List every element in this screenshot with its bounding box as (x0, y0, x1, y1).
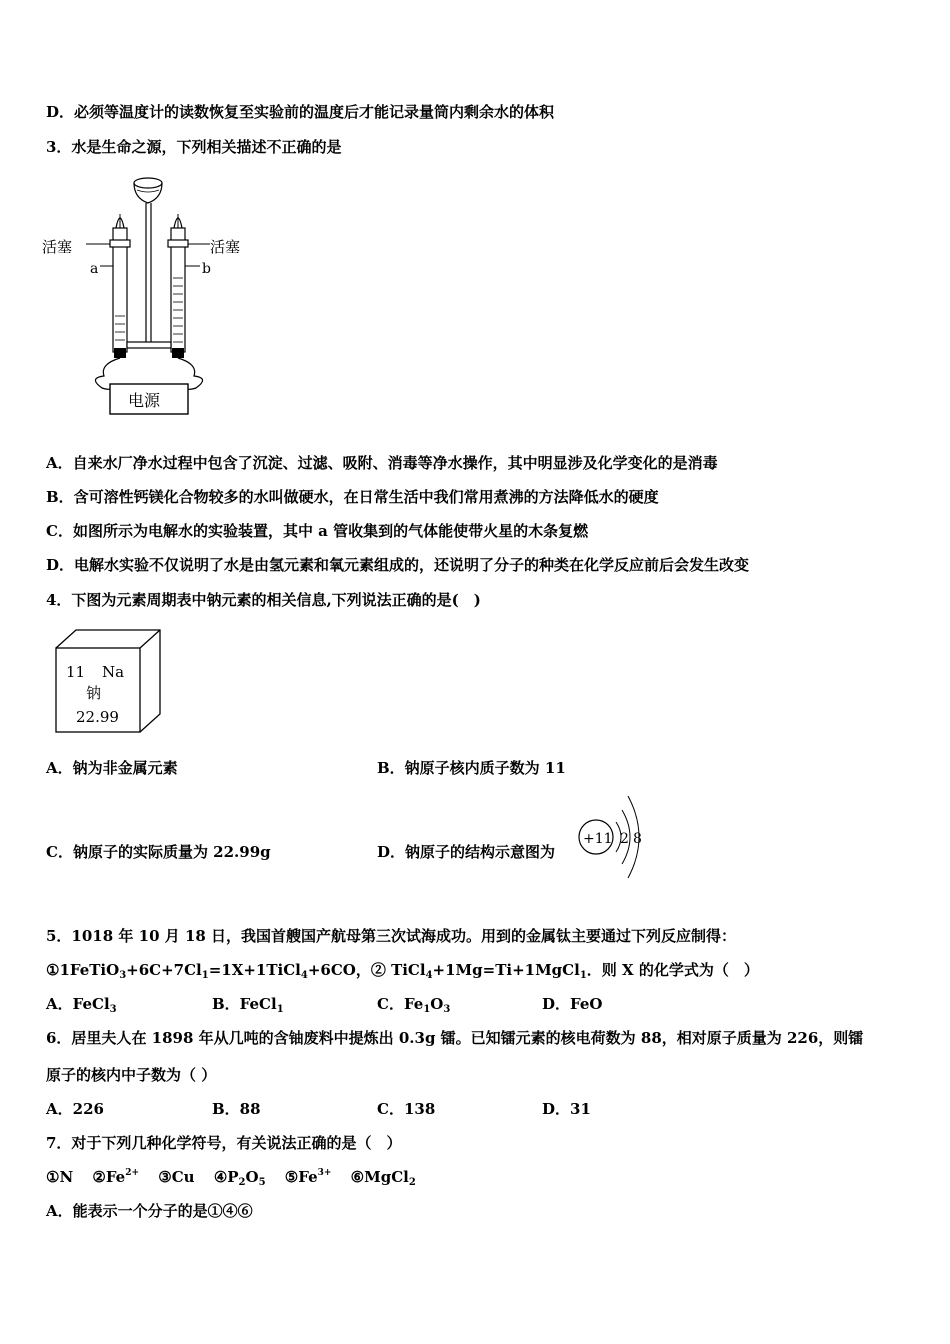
eq-part: +6CO，② TiCl (307, 961, 426, 979)
eq-sub: 1 (201, 970, 209, 981)
symbol-sub: 5 (258, 1177, 266, 1188)
q3-option-b: B．含可溶性钙镁化合物较多的水叫做硬水，在日常生活中我们常用煮沸的方法降低水的硬度 (46, 488, 659, 506)
symbol-text: ⑤Fe (284, 1168, 318, 1186)
symbol-text: O (245, 1168, 259, 1186)
q6-stem-line2: 原子的核内中子数为（ ） (46, 1066, 217, 1084)
symbol-p2o5 (214, 1168, 266, 1186)
eq-sub: 3 (119, 970, 127, 981)
eq-sub: 4 (300, 970, 308, 981)
option-sub: 3 (443, 1004, 451, 1015)
atomic-number: 11 (66, 663, 86, 681)
q2-option-d: D．必须等温度计的读数恢复至实验前的温度后才能记录量筒内剩余水的体积 (46, 103, 555, 121)
q5-option-c (377, 994, 450, 1014)
q5-equation (46, 960, 759, 980)
element-symbol: Na (102, 663, 125, 681)
shell-2-electrons: 8 (633, 831, 642, 847)
option-text: O (430, 995, 444, 1013)
symbol-text: ⑥MgCl (350, 1168, 409, 1186)
power-label: 电源 (128, 391, 161, 410)
q6-option-c: C．138 (377, 1100, 436, 1118)
q7-symbols (46, 1167, 416, 1187)
option-sub: 1 (423, 1004, 431, 1015)
q4-option-d: D．钠原子的结构示意图为 (377, 843, 556, 861)
eq-sub: 1 (579, 970, 587, 981)
sodium-atom-structure-diagram (576, 792, 648, 880)
symbol-n: ①N (46, 1168, 74, 1186)
symbol-sub: 2 (408, 1177, 416, 1188)
q5-stem: 5．1018 年 10 月 18 日，我国首艘国产航母第三次试海成功。用到的金属钛主要通过下列反应制得： (46, 927, 737, 945)
tube-b-label: b (202, 261, 211, 277)
shell-1-electrons: 2 (620, 831, 629, 847)
q3-option-c: C．如图所示为电解水的实验装置，其中 a 管收集到的气体能使带火星的木条复燃 (46, 522, 589, 540)
eq-sub: 4 (425, 970, 433, 981)
q7-option-a: A．能表示一个分子的是①④⑥ (46, 1202, 253, 1220)
q5-option-d: D．FeO (542, 995, 603, 1013)
q7-stem: 7．对于下列几种化学符号，有关说法正确的是（ ） (46, 1134, 402, 1152)
q5-option-a (46, 994, 117, 1014)
electrolysis-apparatus-figure (40, 166, 270, 418)
element-name: 钠 (86, 684, 102, 702)
q4-stem: 4．下图为元素周期表中钠元素的相关信息,下列说法正确的是( ) (46, 591, 481, 609)
nucleus-charge: +11 (583, 831, 613, 847)
symbol-fe2 (92, 1168, 139, 1186)
sodium-element-card (52, 628, 164, 736)
option-sub: 3 (109, 1004, 117, 1015)
eq-part: =1X+1TiCl (208, 961, 301, 979)
eq-part: ．则 X 的化学式为（ ） (586, 961, 759, 979)
q3-option-d: D．电解水实验不仅说明了水是由氢元素和氧元素组成的，还说明了分子的种类在化学反应前后会发生改变 (46, 556, 750, 574)
symbol-charge: 3+ (317, 1168, 332, 1178)
q6-option-d: D．31 (542, 1100, 591, 1118)
symbol-cu: ③Cu (158, 1168, 195, 1186)
q6-option-b: B．88 (212, 1100, 261, 1118)
symbol-charge: 2+ (125, 1168, 140, 1178)
q3-stem: 3．水是生命之源，下列相关描述不正确的是 (46, 138, 342, 156)
tube-a-label: a (90, 261, 99, 277)
q4-option-b: B．钠原子核内质子数为 11 (377, 759, 566, 777)
q3-option-a: A．自来水厂净水过程中包含了沉淀、过滤、吸附、消毒等净水操作，其中明显涉及化学变化的是消毒 (46, 454, 718, 472)
eq-part: +6C+7Cl (126, 961, 202, 979)
eq-part: +1Mg=Ti+1MgCl (432, 961, 580, 979)
symbol-sub: 2 (238, 1177, 246, 1188)
option-text: C．Fe (377, 995, 424, 1013)
q6-option-a: A．226 (46, 1100, 104, 1118)
option-text: A．FeCl (46, 995, 110, 1013)
right-stopcock-label: 活塞 (210, 238, 241, 256)
symbol-fe3 (285, 1168, 332, 1186)
symbol-mgcl2 (351, 1168, 416, 1186)
option-text: B．FeCl (212, 995, 277, 1013)
q6-stem-line1: 6．居里夫人在 1898 年从几吨的含铀废料中提炼出 0.3g 镭。已知镭元素的核电荷数为 88，相对原子质量为 226，则镭 (46, 1029, 864, 1047)
symbol-text: ④P (213, 1168, 239, 1186)
option-sub: 1 (276, 1004, 284, 1015)
q4-option-c: C．钠原子的实际质量为 22.99g (46, 843, 271, 861)
q4-option-a: A．钠为非金属元素 (46, 759, 178, 777)
q5-option-b (212, 994, 284, 1014)
atomic-mass: 22.99 (76, 708, 119, 726)
eq-part: ①1FeTiO (46, 961, 120, 979)
left-stopcock-label: 活塞 (42, 238, 73, 256)
symbol-text: ②Fe (92, 1168, 126, 1186)
